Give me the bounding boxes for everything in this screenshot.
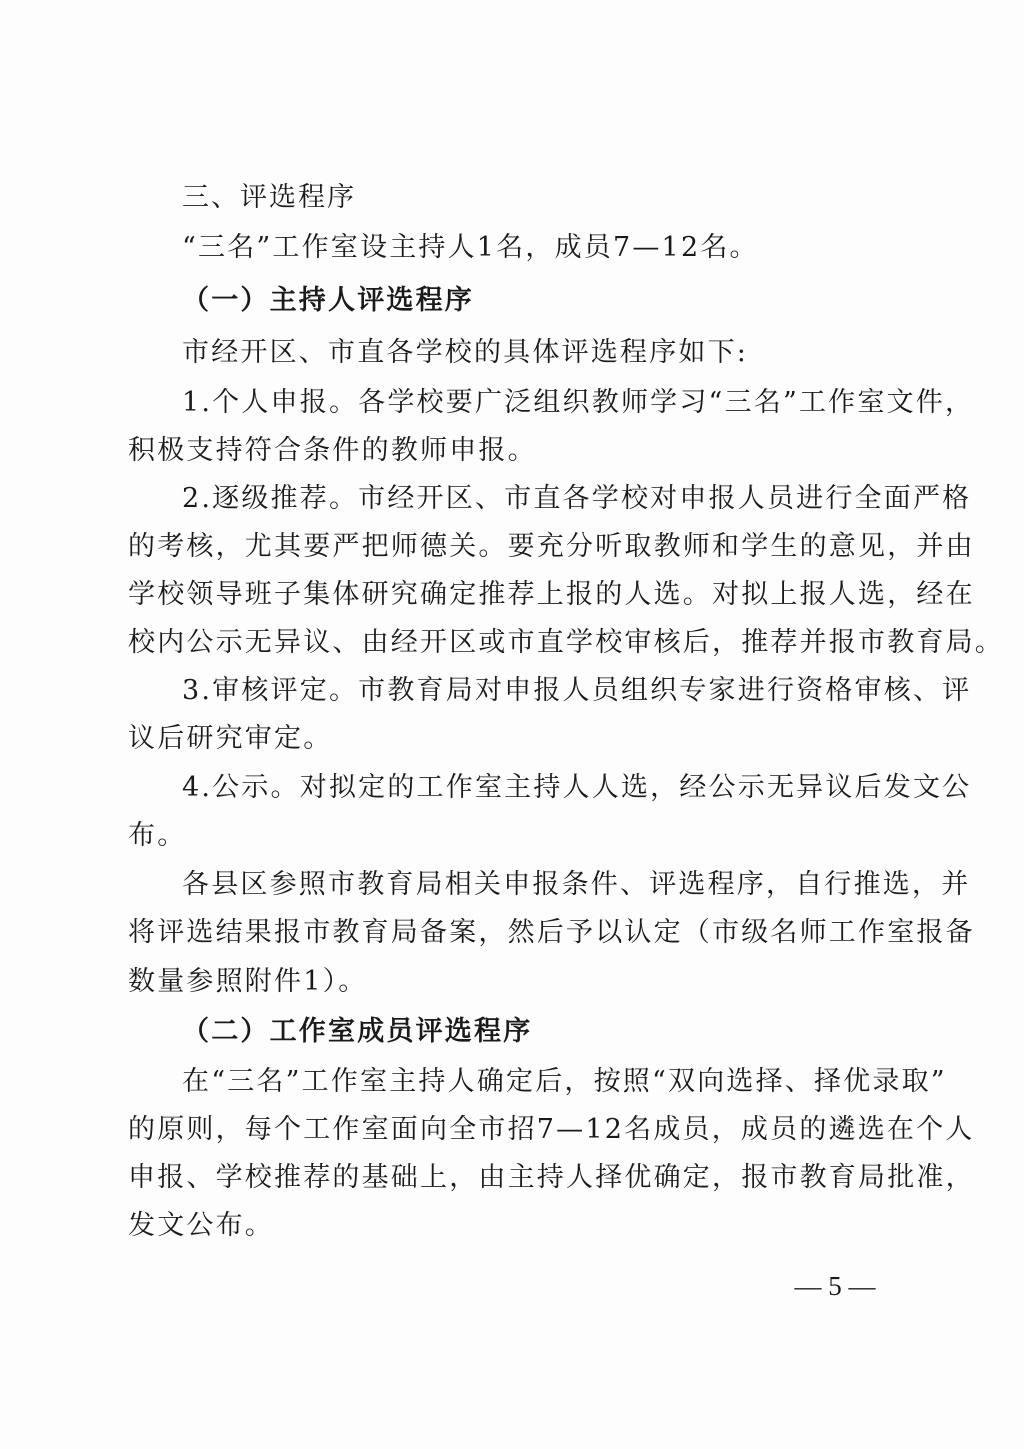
item-3-line-1: 3.审核评定。市教育局对申报人员组织专家进行资格审核、评 [182, 675, 972, 706]
item-2-line-2: 的考核，尤其要严把师德关。要充分听取教师和学生的意见，并由 [128, 531, 975, 562]
item-3-line-2: 议后研究审定。 [128, 723, 333, 754]
item-4-line-1: 4.公示。对拟定的工作室主持人人选，经公示无异议后发文公 [182, 772, 972, 803]
county-line-1: 各县区参照市教育局相关申报条件、评选程序，自行推选，并 [182, 869, 971, 900]
intro-paragraph: “三名”工作室设主持人1名，成员7—12名。 [182, 232, 759, 263]
subsection-1-title: （一）主持人评选程序 [182, 285, 474, 316]
county-line-3: 数量参照附件1）。 [128, 966, 368, 997]
item-2-line-3: 学校领导班子集体研究确定推荐上报的人选。对拟上报人选，经在 [128, 579, 975, 610]
item-1-line-2: 积极支持符合条件的教师申报。 [128, 435, 537, 466]
members-line-2: 的原则，每个工作室面向全市招7—12名成员，成员的遴选在个人 [128, 1114, 975, 1145]
subsection-2-title: （二）工作室成员评选程序 [182, 1016, 533, 1047]
subsection-1-lead: 市经开区、市直各学校的具体评选程序如下: [182, 337, 749, 368]
section-title: 三、评选程序 [182, 182, 356, 213]
county-line-2: 将评选结果报市教育局备案，然后予以认定（市级名师工作室报备 [128, 917, 975, 948]
page-number: — 5 — [794, 1271, 876, 1301]
item-2-line-4: 校内公示无异议、由经开区或市直学校审核后，推荐并报市教育局。 [128, 627, 1004, 658]
members-line-4: 发文公布。 [128, 1210, 274, 1241]
members-line-1: 在“三名”工作室主持人确定后，按照“双向选择、择优录取” [182, 1066, 947, 1097]
members-line-3: 申报、学校推荐的基础上，由主持人择优确定，报市教育局批准， [128, 1162, 975, 1193]
item-4-line-2: 布。 [128, 820, 187, 851]
item-1-line-1: 1.个人申报。各学校要广泛组织教师学习“三名”工作室文件， [182, 387, 975, 418]
item-2-line-1: 2.逐级推荐。市经开区、市直各学校对申报人员进行全面严格 [182, 483, 972, 514]
